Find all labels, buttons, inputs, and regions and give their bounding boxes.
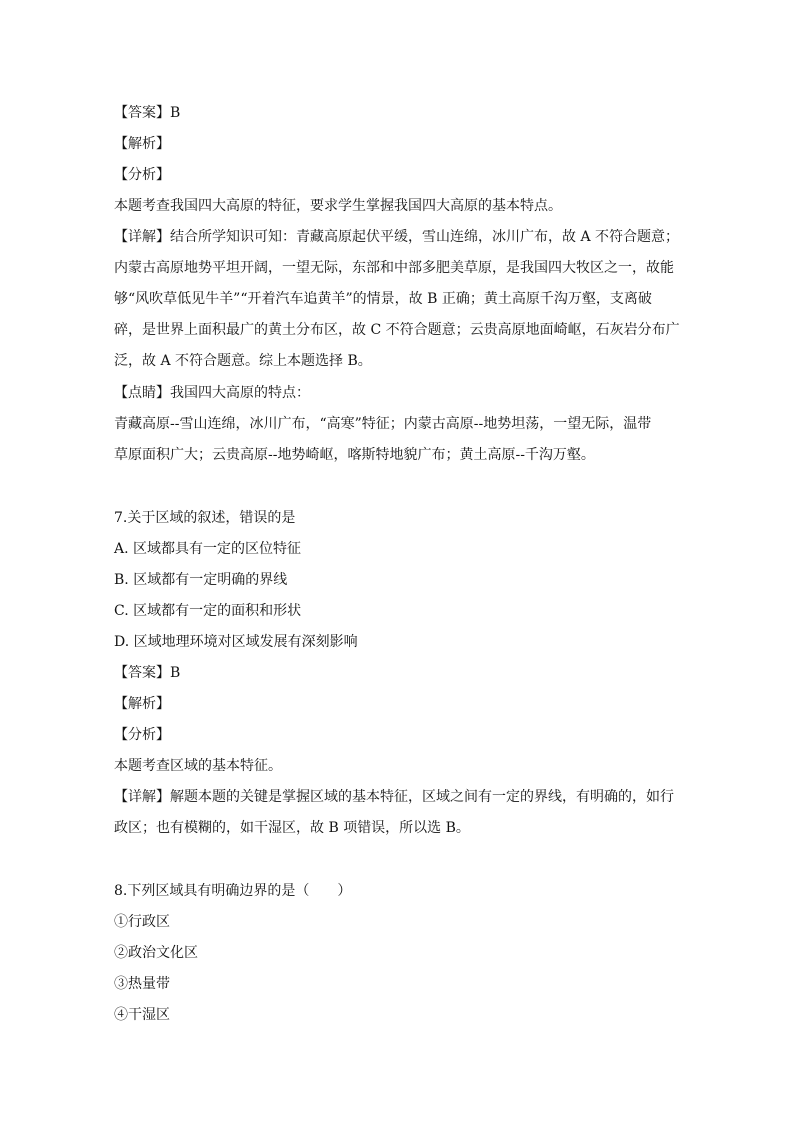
- answer-label: 【答案】B: [114, 665, 181, 681]
- detail-paragraph: [114, 222, 686, 377]
- list-item: ④干湿区: [114, 1007, 170, 1023]
- dianjing-label: 【点睛】我国四大高原的特点：: [114, 385, 310, 401]
- detail-line: 【详解】解题本题的关键是掌握区域的基本特征，区域之间有一定的界线，有明确的，如行: [114, 789, 674, 805]
- option-b: B. 区域都有一定明确的界线: [114, 572, 288, 588]
- detail-line: 碎，是世界上面积最广的黄土分布区，故 C 不符合题意；云贵高原地面崎岖，石灰岩分布广: [114, 322, 680, 338]
- analysis-label: 【解析】: [114, 136, 170, 152]
- option-c: C. 区域都有一定的面积和形状: [114, 603, 302, 619]
- detail-line: 够“风吹草低见牛羊”“开着汽车追黄羊”的情景，故 B 正确；黄土高原千沟万壑，支离破: [114, 291, 652, 307]
- fenxi-text: 本题考查区域的基本特征。: [114, 758, 282, 774]
- detail-line: 泛，故 A 不符合题意。综上本题选择 B。: [114, 353, 372, 369]
- answer-label: 【答案】B: [114, 105, 181, 121]
- detail-line: 【详解】结合所学知识可知：青藏高原起伏平缓，雪山连绵，冰川广布，故 A 不符合题意；: [114, 229, 680, 245]
- dianjing-paragraph: [114, 409, 686, 471]
- detail-line: 政区；也有模糊的，如干湿区，故 B 项错误，所以选 B。: [114, 820, 470, 836]
- dianjing-line: 草原面积广大；云贵高原--地势崎岖，喀斯特地貌广布；黄土高原--千沟万壑。: [114, 447, 595, 463]
- option-d: D. 区域地理环境对区域发展有深刻影响: [114, 634, 358, 650]
- fenxi-label: 【分析】: [114, 727, 170, 743]
- fenxi-text: 本题考查我国四大高原的特征，要求学生掌握我国四大高原的基本特点。: [114, 198, 562, 214]
- dianjing-line: 青藏高原--雪山连绵，冰川广布，“高寒”特征；内蒙古高原--地势坦荡，一望无际，温带: [114, 416, 652, 432]
- question-7-stem: 7.关于区域的叙述，错误的是: [114, 510, 296, 526]
- list-item: ③热量带: [114, 976, 170, 992]
- detail-paragraph: [114, 782, 686, 844]
- detail-line: 内蒙古高原地势平坦开阔，一望无际，东部和中部多肥美草原，是我国四大牧区之一，故能: [114, 260, 674, 276]
- option-a: A. 区域都具有一定的区位特征: [114, 541, 302, 557]
- analysis-label: 【解析】: [114, 696, 170, 712]
- fenxi-label: 【分析】: [114, 167, 170, 183]
- question-8-stem: 8.下列区域具有明确边界的是（ ）: [114, 883, 352, 899]
- list-item: ②政治文化区: [114, 945, 198, 961]
- list-item: ①行政区: [114, 914, 170, 930]
